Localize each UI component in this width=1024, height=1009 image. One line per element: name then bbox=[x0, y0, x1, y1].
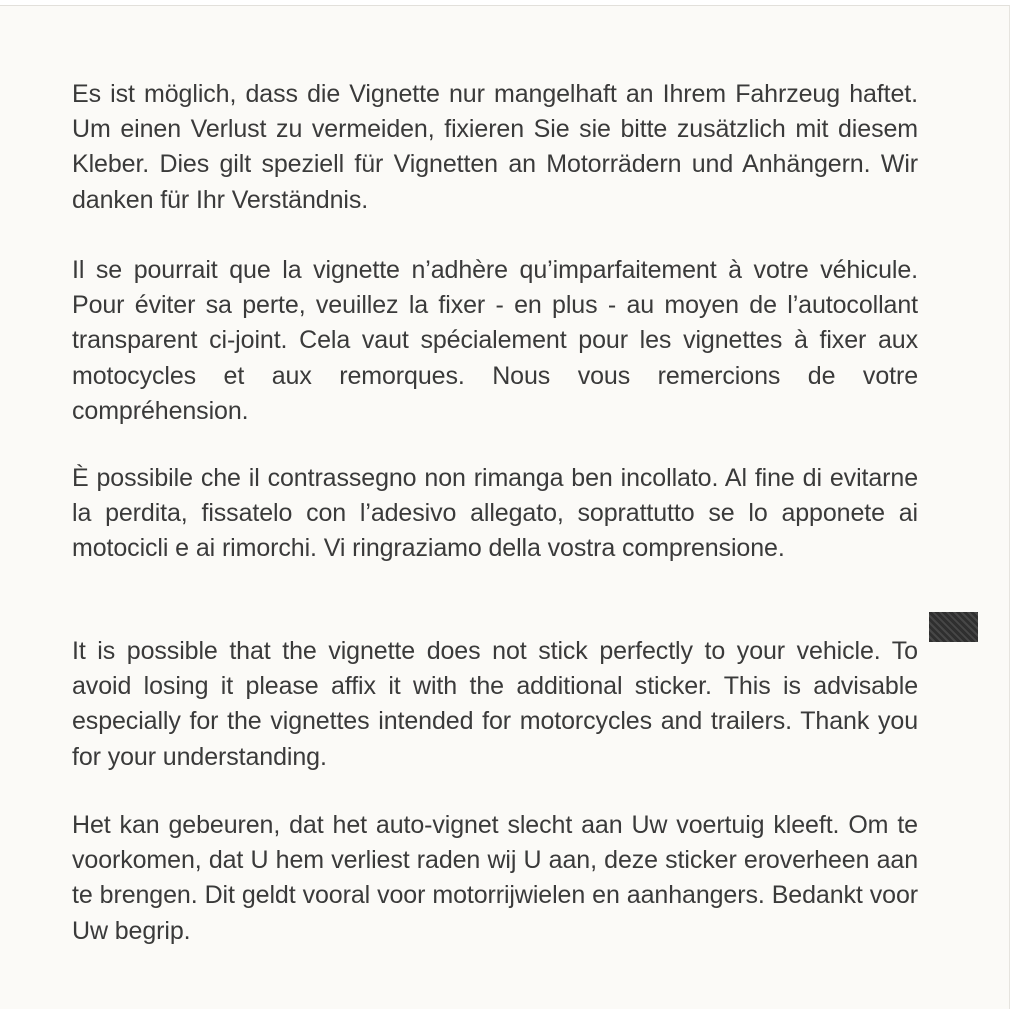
paragraph-french: Il se pourrait que la vignette n’adhère qu’imparfaitement à votre véhicule. Pour éviter sa perte, veuillez la fixer - en plus - au moyen de l’autocollant transparent ci-joint. Cela vaut spécialement pour les vignettes à fixer aux motocycles et aux remorques. Nous vous remercions de votre compréhension. bbox=[72, 256, 918, 425]
paragraph-dutch: Het kan gebeuren, dat het auto-vignet slecht aan Uw voertuig kleeft. Om te voorkomen, dat U hem verliest raden wij U aan, deze sticker eroverheen aan te brengen. Dit geldt vooral voor motorrijwielen en aanhangers. Bedankt voor Uw begrip. bbox=[72, 811, 918, 945]
paragraph-italian: È possibile che il contrassegno non rimanga ben incollato. Al fine di evitarne la perdita, fissatelo con l’adesivo allegato, soprattutto se lo apponete ai motocicli e ai rimorchi. Vi ringraziamo della vostra comprensione. bbox=[72, 464, 918, 563]
paragraph-english: It is possible that the vignette does not stick perfectly to your vehicle. To avoid losing it please affix it with the additional sticker. This is advisable especially for the vignettes intended for motorcycles and trailers. Thank you for your understanding. bbox=[72, 637, 918, 771]
print-registration-mark bbox=[929, 612, 978, 642]
instruction-card bbox=[0, 5, 1010, 1009]
paragraph-german: Es ist möglich, dass die Vignette nur mangelhaft an Ihrem Fahrzeug haftet. Um einen Verlust zu vermeiden, fixieren Sie sie bitte zusätzlich mit diesem Kleber. Dies gilt speziell für Vignetten an Motorrädern und Anhängern. Wir danken für Ihr Verständnis. bbox=[72, 80, 918, 214]
